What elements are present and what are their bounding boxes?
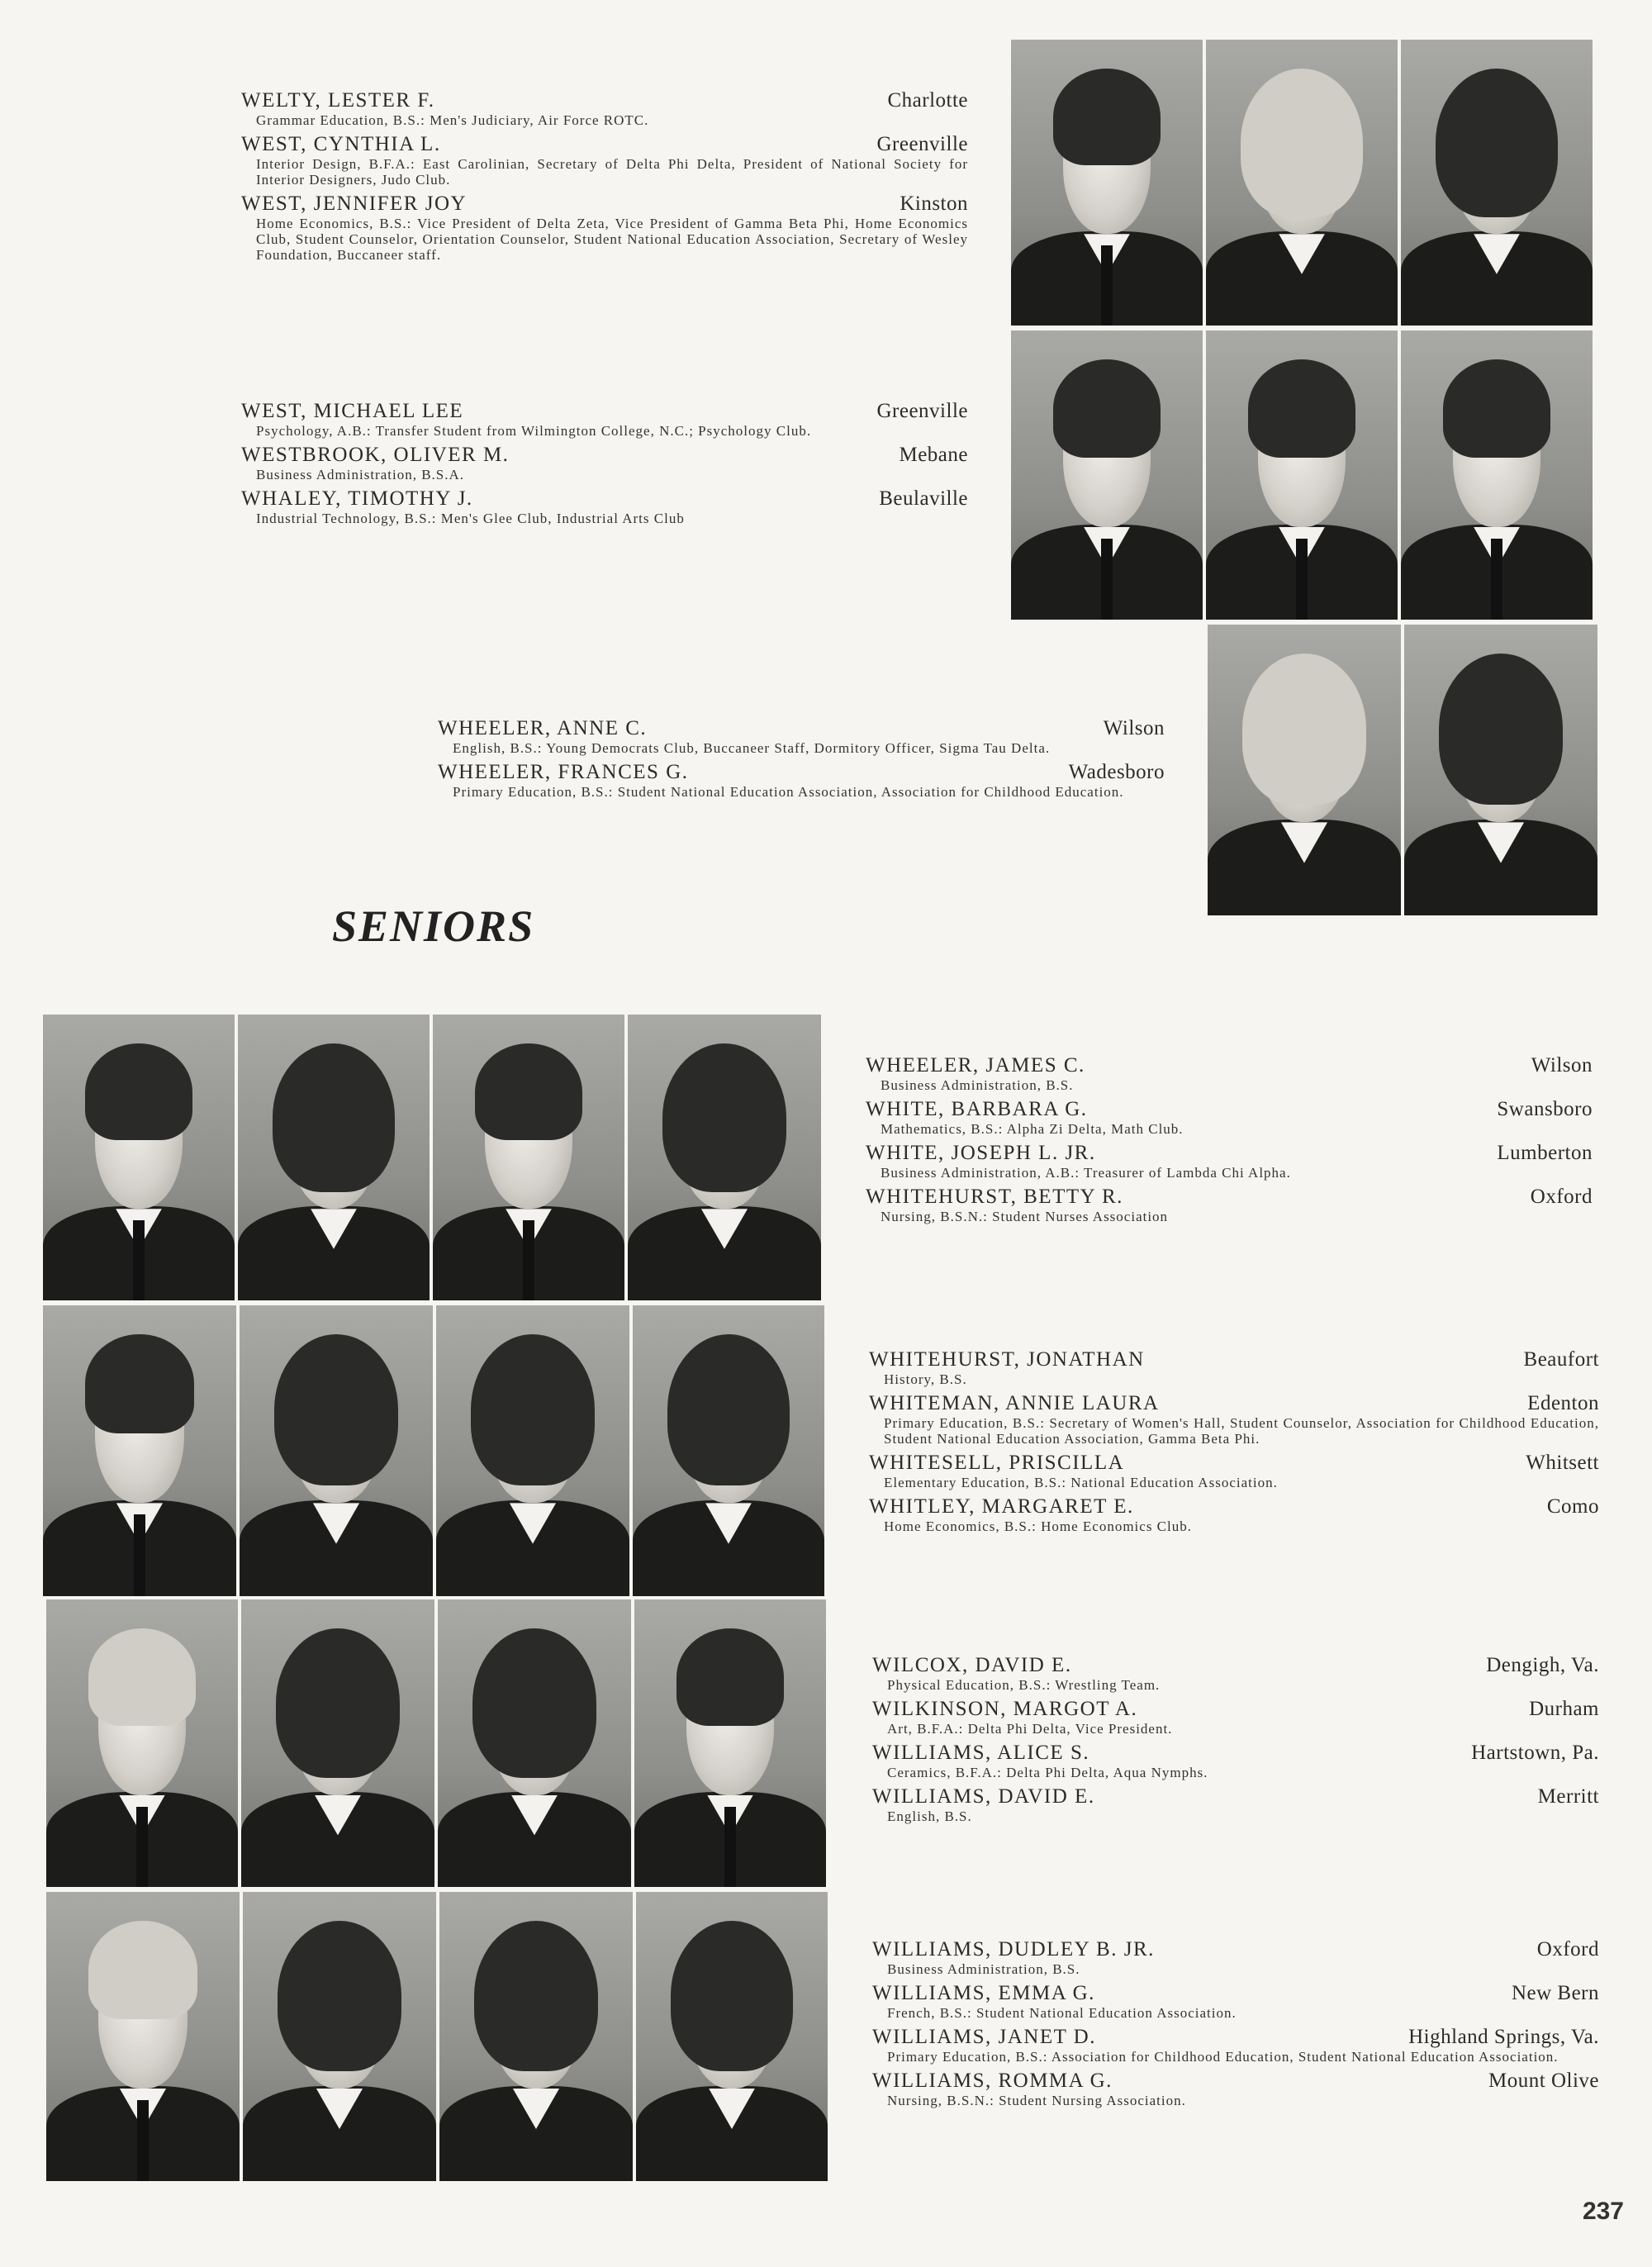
senior-name: WILLIAMS, ROMMA G. [872, 2070, 1113, 2092]
senior-name: WHEELER, ANNE C. [438, 717, 648, 739]
senior-name: WHITEHURST, JONATHAN [869, 1348, 1145, 1371]
senior-name: WELTY, LESTER F. [241, 89, 435, 112]
entry-group-7 [872, 1938, 1599, 2113]
senior-description: Physical Education, B.S.: Wrestling Team. [887, 1677, 1161, 1693]
senior-name: WHITESELL, PRISCILLA [869, 1452, 1125, 1474]
senior-description: Primary Education, B.S.: Student National Education Association, Association for Childhood Education. [453, 784, 1124, 800]
senior-entry [869, 1495, 1599, 1534]
senior-hometown: Greenville [876, 133, 968, 155]
senior-name: WILLIAMS, JANET D. [872, 2026, 1096, 2048]
entry-group-5 [869, 1348, 1599, 1539]
senior-name: WILLIAMS, DAVID E. [872, 1785, 1095, 1808]
senior-hometown: Oxford [1530, 1186, 1593, 1208]
senior-entry [866, 1054, 1593, 1093]
senior-entry [872, 1938, 1599, 1977]
entry-group-3 [438, 717, 1165, 805]
portrait-photo [633, 1305, 824, 1596]
portrait-photo [436, 1305, 629, 1596]
senior-description: Industrial Technology, B.S.: Men's Glee Club, Industrial Arts Club [256, 511, 685, 526]
senior-description: Business Administration, B.S.A. [256, 467, 465, 482]
senior-hometown: Edenton [1527, 1392, 1599, 1414]
senior-hometown: Wilson [1103, 717, 1165, 739]
senior-entry [869, 1348, 1599, 1387]
senior-hometown: Wilson [1531, 1054, 1593, 1076]
senior-entry [241, 400, 968, 439]
senior-hometown: Beaufort [1523, 1348, 1599, 1371]
senior-hometown: Merritt [1537, 1785, 1599, 1808]
senior-description: Art, B.F.A.: Delta Phi Delta, Vice President. [887, 1721, 1173, 1737]
portrait-photo [1401, 40, 1593, 326]
senior-description: Business Administration, B.S. [881, 1077, 1074, 1093]
senior-entry [241, 487, 968, 526]
senior-description: Elementary Education, B.S.: National Education Association. [884, 1475, 1278, 1490]
portrait-photo [240, 1305, 433, 1596]
portrait-photo [1401, 330, 1593, 620]
senior-description: English, B.S. [887, 1808, 972, 1824]
senior-entry [241, 444, 968, 482]
senior-entry [241, 133, 968, 188]
senior-name: WHITEHURST, BETTY R. [866, 1186, 1123, 1208]
portrait-photo [43, 1015, 235, 1300]
portrait-photo [439, 1892, 633, 2181]
senior-description: Grammar Education, B.S.: Men's Judiciary, Air Force ROTC. [256, 112, 649, 128]
senior-name: WHALEY, TIMOTHY J. [241, 487, 473, 510]
senior-description: Primary Education, B.S.: Association for Childhood Education, Student National Education Association. [887, 2049, 1559, 2065]
senior-description: French, B.S.: Student National Education Association. [887, 2005, 1237, 2021]
senior-entry [872, 1785, 1599, 1824]
senior-entry [872, 1742, 1599, 1780]
senior-entry [438, 761, 1165, 800]
senior-entry [866, 1186, 1593, 1224]
senior-hometown: Highland Springs, Va. [1408, 2026, 1599, 2048]
entry-group-1 [241, 89, 968, 268]
portrait-photo [241, 1599, 434, 1887]
senior-description: Ceramics, B.F.A.: Delta Phi Delta, Aqua Nymphs. [887, 1765, 1208, 1780]
senior-entry [241, 192, 968, 263]
senior-entry [869, 1392, 1599, 1447]
portrait-photo [238, 1015, 430, 1300]
senior-description: Business Administration, A.B.: Treasurer of Lambda Chi Alpha. [881, 1165, 1291, 1181]
senior-entry [872, 2026, 1599, 2065]
senior-entry [438, 717, 1165, 756]
senior-name: WHEELER, FRANCES G. [438, 761, 689, 783]
senior-entry [872, 1982, 1599, 2021]
senior-entry [869, 1452, 1599, 1490]
portrait-photo [43, 1305, 236, 1596]
senior-entry [872, 1654, 1599, 1693]
senior-description: Mathematics, B.S.: Alpha Zi Delta, Math Club. [881, 1121, 1184, 1137]
senior-hometown: Como [1546, 1495, 1599, 1518]
senior-hometown: Whitsett [1526, 1452, 1599, 1474]
senior-name: WILLIAMS, ALICE S. [872, 1742, 1090, 1764]
senior-name: WHITE, JOSEPH L. JR. [866, 1142, 1096, 1164]
entry-group-6 [872, 1654, 1599, 1829]
senior-hometown: New Bern [1511, 1982, 1599, 2004]
portrait-photo [1206, 330, 1398, 620]
senior-description: Home Economics, B.S.: Vice President of Delta Zeta, Vice President of Gamma Beta Phi, Home Economics Club, Student Counselor, Orientation Counselor, Student National Education Association, Secretary of Wesley Foundation, Buccaneer staff. [256, 216, 968, 263]
senior-name: WHITE, BARBARA G. [866, 1098, 1088, 1120]
portrait-photo [636, 1892, 828, 2181]
portrait-photo [628, 1015, 821, 1300]
senior-hometown: Kinston [900, 192, 968, 215]
portrait-photo [438, 1599, 631, 1887]
entry-group-4 [866, 1054, 1593, 1229]
senior-description: Primary Education, B.S.: Secretary of Women's Hall, Student Counselor, Association for Childhood Education, Student National Education Association, Gamma Beta Phi. [884, 1415, 1599, 1447]
senior-entry [872, 2070, 1599, 2108]
portrait-photo [1208, 625, 1401, 915]
senior-entry [866, 1098, 1593, 1137]
senior-hometown: Mebane [899, 444, 968, 466]
senior-entry [866, 1142, 1593, 1181]
senior-entry [872, 1698, 1599, 1737]
senior-hometown: Charlotte [887, 89, 968, 112]
senior-description: Nursing, B.S.N.: Student Nursing Association. [887, 2093, 1186, 2108]
portrait-photo [46, 1892, 240, 2181]
section-heading: SENIORS [332, 901, 535, 951]
portrait-photo [433, 1015, 624, 1300]
senior-entry [241, 89, 968, 128]
senior-description: Business Administration, B.S. [887, 1961, 1080, 1977]
senior-hometown: Dengigh, Va. [1486, 1654, 1599, 1676]
senior-name: WILLIAMS, EMMA G. [872, 1982, 1095, 2004]
senior-hometown: Lumberton [1497, 1142, 1593, 1164]
senior-hometown: Beulaville [879, 487, 968, 510]
portrait-photo [1206, 40, 1398, 326]
senior-description: Psychology, A.B.: Transfer Student from Wilmington College, N.C.; Psychology Club. [256, 423, 812, 439]
senior-name: WESTBROOK, OLIVER M. [241, 444, 510, 466]
senior-hometown: Greenville [876, 400, 968, 422]
senior-description: Home Economics, B.S.: Home Economics Club. [884, 1518, 1192, 1534]
senior-name: WILKINSON, MARGOT A. [872, 1698, 1138, 1720]
senior-description: English, B.S.: Young Democrats Club, Buccaneer Staff, Dormitory Officer, Sigma Tau Delta. [453, 740, 1051, 756]
portrait-photo [46, 1599, 238, 1887]
senior-name: WILCOX, DAVID E. [872, 1654, 1072, 1676]
portrait-photo [1011, 330, 1203, 620]
senior-description: Interior Design, B.F.A.: East Carolinian, Secretary of Delta Phi Delta, President of National Society for Interior Designers, Judo Club. [256, 156, 968, 188]
senior-name: WEST, CYNTHIA L. [241, 133, 441, 155]
senior-name: WHEELER, JAMES C. [866, 1054, 1085, 1076]
senior-hometown: Durham [1529, 1698, 1599, 1720]
senior-name: WEST, MICHAEL LEE [241, 400, 464, 422]
senior-name: WHITEMAN, ANNIE LAURA [869, 1392, 1160, 1414]
senior-name: WHITLEY, MARGARET E. [869, 1495, 1134, 1518]
senior-name: WILLIAMS, DUDLEY B. JR. [872, 1938, 1155, 1960]
senior-description: Nursing, B.S.N.: Student Nurses Association [881, 1209, 1169, 1224]
senior-hometown: Swansboro [1497, 1098, 1593, 1120]
senior-hometown: Mount Olive [1488, 2070, 1599, 2092]
senior-hometown: Wadesboro [1068, 761, 1165, 783]
entry-group-2 [241, 400, 968, 531]
portrait-photo [634, 1599, 826, 1887]
portrait-photo [243, 1892, 436, 2181]
page-number: 237 [1582, 2198, 1624, 2225]
senior-hometown: Oxford [1536, 1938, 1599, 1960]
senior-hometown: Hartstown, Pa. [1471, 1742, 1599, 1764]
senior-description: History, B.S. [884, 1371, 967, 1387]
senior-name: WEST, JENNIFER JOY [241, 192, 468, 215]
portrait-photo [1404, 625, 1597, 915]
portrait-photo [1011, 40, 1203, 326]
